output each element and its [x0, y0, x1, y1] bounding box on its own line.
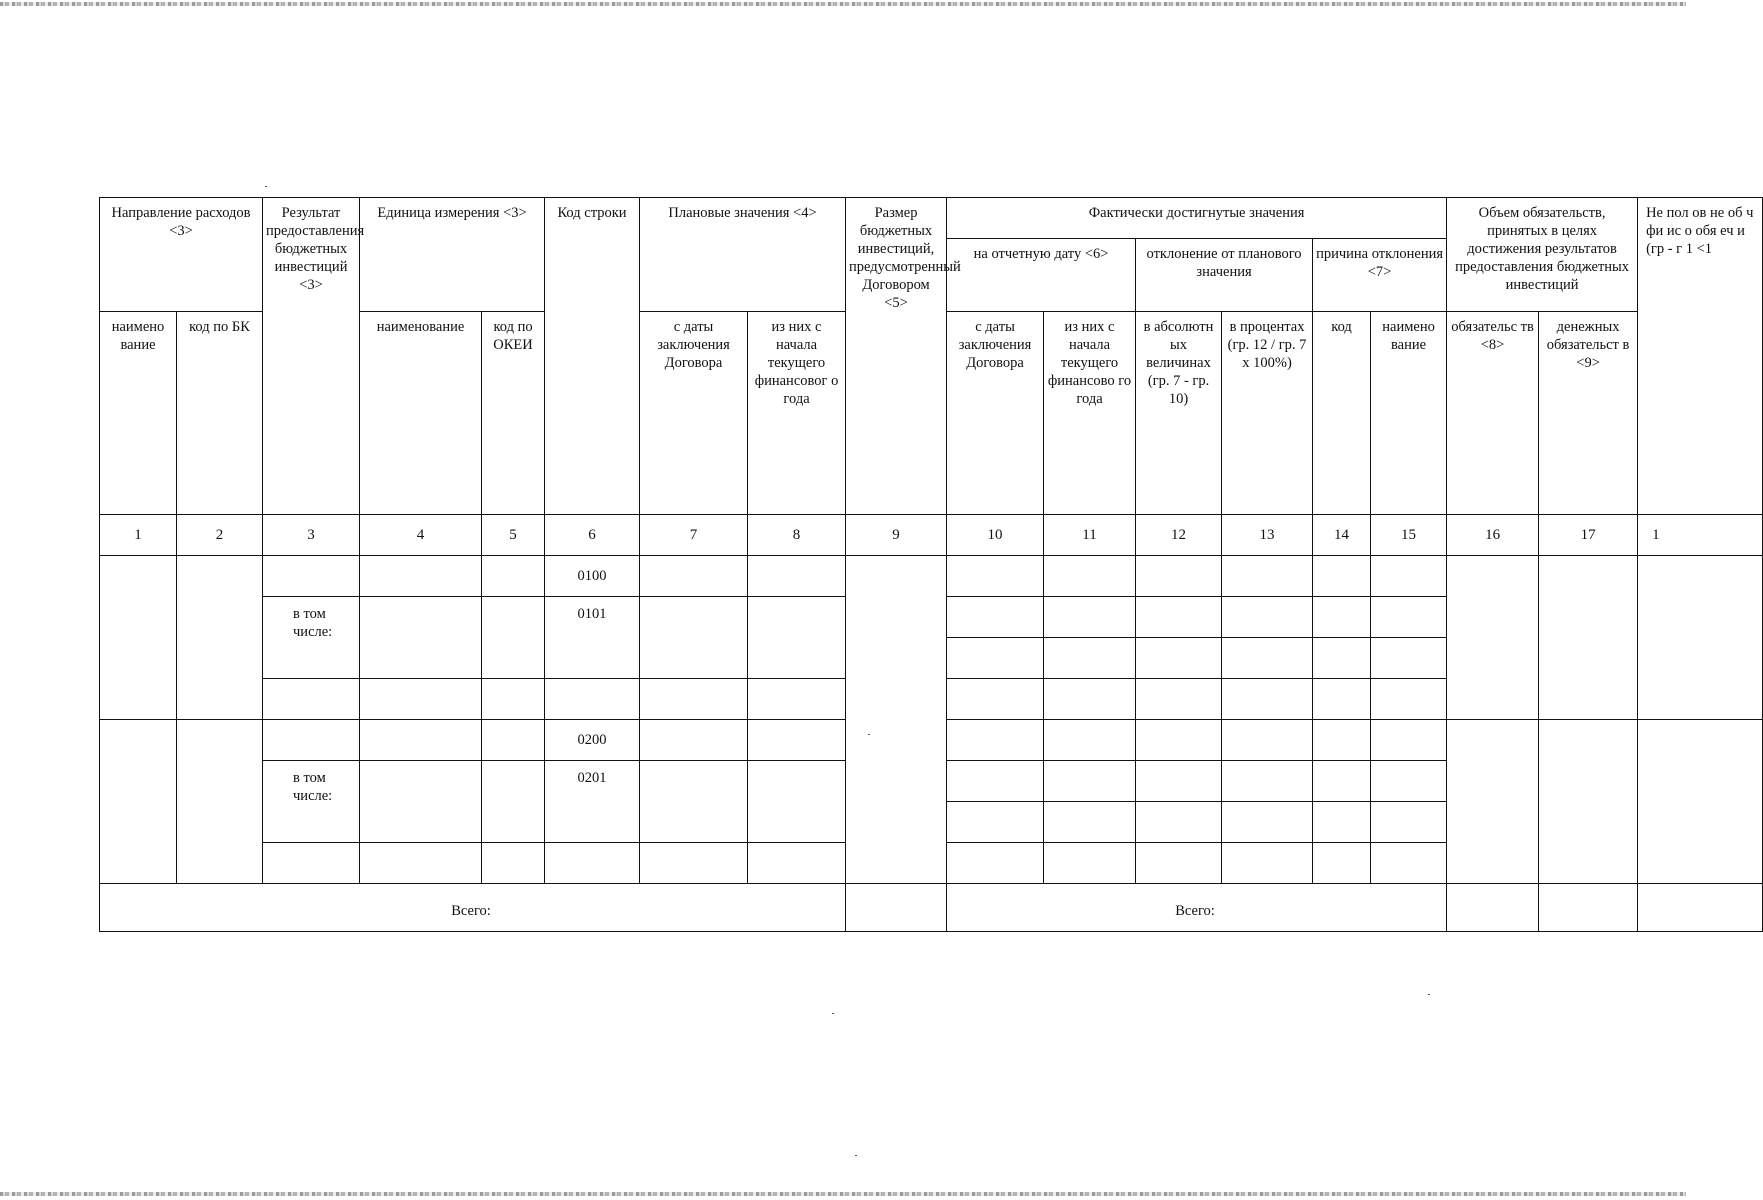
cell-obl-money[interactable] [1539, 556, 1638, 720]
cell-act-from[interactable] [947, 761, 1044, 802]
header-actual: Фактически достигнутые значения [947, 198, 1447, 239]
cell-line-code: 0201 [545, 761, 640, 843]
column-number: 11 [1044, 515, 1136, 556]
cell-act-from[interactable] [947, 802, 1044, 843]
header-deviation: отклонение от планового значения [1136, 239, 1313, 312]
cell-act-from[interactable] [947, 720, 1044, 761]
cell-dev-pct[interactable] [1222, 843, 1313, 884]
header-at-date: на отчетную дату <6> [947, 239, 1136, 312]
column-number: 17 [1539, 515, 1638, 556]
cell-including-label: в том числе: [263, 761, 360, 843]
cell-reason-code[interactable] [1313, 556, 1371, 597]
scan-speck [855, 1155, 857, 1156]
cell-dir-name[interactable] [100, 720, 177, 884]
subheader-unit-name: наименование [360, 312, 482, 515]
subheader-plan-year: из них с начала текущего финансовог о года [748, 312, 846, 515]
cell-dir-name[interactable] [100, 556, 177, 720]
cell-reason-code[interactable] [1313, 761, 1371, 802]
cell-unit-name[interactable] [360, 556, 482, 597]
cell-reason-name[interactable] [1371, 802, 1447, 843]
budget-investment-table [99, 197, 1763, 932]
subheader-dev-pct: в процентах (гр. 12 / гр. 7 x 100%) [1222, 312, 1313, 515]
cell-reason-name[interactable] [1371, 597, 1447, 638]
cell-plan-year[interactable] [748, 843, 846, 884]
cell-reason-code[interactable] [1313, 679, 1371, 720]
cell-unit-code[interactable] [482, 843, 545, 884]
cell-obl-count[interactable] [1447, 556, 1539, 720]
cell-act-year[interactable] [1044, 802, 1136, 843]
cell-dir-code[interactable] [177, 720, 263, 884]
subheader-reason-code: код [1313, 312, 1371, 515]
column-number: 1 [1638, 515, 1763, 556]
subheader-dir-name: наимено вание [100, 312, 177, 515]
cell-line-code[interactable] [545, 843, 640, 884]
cell-unit-name[interactable] [360, 720, 482, 761]
cell-obl-count[interactable] [1447, 720, 1539, 884]
column-number: 5 [482, 515, 545, 556]
column-number: 3 [263, 515, 360, 556]
subheader-obl-money: денежных обязательст в <9> [1539, 312, 1638, 515]
cell-plan-from[interactable] [640, 843, 748, 884]
cell-dev-pct[interactable] [1222, 720, 1313, 761]
cell-unit-code[interactable] [482, 720, 545, 761]
cell-reason-code[interactable] [1313, 843, 1371, 884]
total-obl-money[interactable] [1539, 884, 1638, 932]
subheader-act-year: из них с начала текущего финансово го года [1044, 312, 1136, 515]
column-number: 15 [1371, 515, 1447, 556]
cell-dev-abs[interactable] [1136, 597, 1222, 638]
cell-act-year[interactable] [1044, 720, 1136, 761]
cell-unit-code[interactable] [482, 679, 545, 720]
cell-reason-name[interactable] [1371, 679, 1447, 720]
cell-reason-name[interactable] [1371, 638, 1447, 679]
total-unused[interactable] [1638, 884, 1763, 932]
cell-result[interactable] [263, 679, 360, 720]
cell-result[interactable] [263, 720, 360, 761]
cell-reason-code[interactable] [1313, 720, 1371, 761]
subheader-act-from: с даты заключения Договора [947, 312, 1044, 515]
header-unit: Единица измерения <3> [360, 198, 545, 312]
cell-including-label: в том числе: [263, 597, 360, 679]
cell-unit-name[interactable] [360, 761, 482, 843]
column-number: 2 [177, 515, 263, 556]
cell-dev-pct[interactable] [1222, 556, 1313, 597]
cell-dev-abs[interactable] [1136, 802, 1222, 843]
cell-dev-abs[interactable] [1136, 556, 1222, 597]
subheader-dev-abs: в абсолютн ых величинах (гр. 7 - гр. 10) [1136, 312, 1222, 515]
cell-dev-abs[interactable] [1136, 638, 1222, 679]
cell-unit-name[interactable] [360, 843, 482, 884]
cell-dev-abs[interactable] [1136, 843, 1222, 884]
cell-reason-name[interactable] [1371, 761, 1447, 802]
column-number: 4 [360, 515, 482, 556]
cell-act-from[interactable] [947, 843, 1044, 884]
cell-dev-pct[interactable] [1222, 638, 1313, 679]
cell-contract-size[interactable] [846, 556, 947, 884]
cell-unused[interactable] [1638, 556, 1763, 720]
cell-reason-code[interactable] [1313, 597, 1371, 638]
cell-reason-name[interactable] [1371, 720, 1447, 761]
cell-dev-pct[interactable] [1222, 679, 1313, 720]
cell-plan-year[interactable] [748, 597, 846, 679]
cell-act-from[interactable] [947, 679, 1044, 720]
cell-dev-abs[interactable] [1136, 720, 1222, 761]
subheader-unit-code: код по ОКЕИ [482, 312, 545, 515]
header-result: Результат предоставления бюджетных инвестиций <3> [263, 198, 360, 515]
cell-dev-pct[interactable] [1222, 802, 1313, 843]
cell-dev-abs[interactable] [1136, 761, 1222, 802]
header-planned: Плановые значения <4> [640, 198, 846, 312]
cell-plan-year[interactable] [748, 679, 846, 720]
column-number: 14 [1313, 515, 1371, 556]
cell-act-year[interactable] [1044, 843, 1136, 884]
cell-act-from[interactable] [947, 556, 1044, 597]
cell-line-code: 0100 [545, 556, 640, 597]
cell-act-year[interactable] [1044, 679, 1136, 720]
scan-speck [1428, 994, 1430, 995]
column-number: 10 [947, 515, 1044, 556]
header-unused-cut: Не пол ов не об ч фи ис о обя еч и (гр - г 1 <1 [1638, 198, 1763, 515]
total-obl-count[interactable] [1447, 884, 1539, 932]
header-line-code: Код строки [545, 198, 640, 515]
column-number: 7 [640, 515, 748, 556]
cell-dir-code[interactable] [177, 556, 263, 720]
total-label-left: Всего: [100, 884, 846, 932]
cell-plan-from[interactable] [640, 597, 748, 679]
header-direction: Направление расходов <3> [100, 198, 263, 312]
cell-result[interactable] [263, 843, 360, 884]
column-number: 6 [545, 515, 640, 556]
cell-line-code[interactable] [545, 679, 640, 720]
report-form-table [99, 197, 1754, 919]
cell-dev-pct[interactable] [1222, 597, 1313, 638]
cell-unused[interactable] [1638, 720, 1763, 884]
cell-line-code: 0101 [545, 597, 640, 679]
column-number: 9 [846, 515, 947, 556]
cell-unit-code[interactable] [482, 761, 545, 843]
cell-act-year[interactable] [1044, 556, 1136, 597]
cell-act-year[interactable] [1044, 761, 1136, 802]
cell-plan-year[interactable] [748, 556, 846, 597]
cell-act-year[interactable] [1044, 597, 1136, 638]
column-number: 13 [1222, 515, 1313, 556]
cell-obl-money[interactable] [1539, 720, 1638, 884]
cell-plan-from[interactable] [640, 556, 748, 597]
header-reason: причина отклонения <7> [1313, 239, 1447, 312]
cell-unit-code[interactable] [482, 556, 545, 597]
header-obligations: Объем обязательств, принятых в целях достижения результатов предоставления бюджетных инвестиций [1447, 198, 1638, 312]
cell-reason-code[interactable] [1313, 802, 1371, 843]
cell-dev-pct[interactable] [1222, 761, 1313, 802]
cell-line-code: 0200 [545, 720, 640, 761]
column-number: 12 [1136, 515, 1222, 556]
cell-act-year[interactable] [1044, 638, 1136, 679]
subheader-dir-code: код по БК [177, 312, 263, 515]
cell-plan-year[interactable] [748, 761, 846, 843]
total-label-right: Всего: [947, 884, 1447, 932]
cell-dev-abs[interactable] [1136, 679, 1222, 720]
column-number: 16 [1447, 515, 1539, 556]
cell-unit-code[interactable] [482, 597, 545, 679]
scan-speck [832, 1013, 834, 1014]
cell-reason-name[interactable] [1371, 843, 1447, 884]
cell-plan-from[interactable] [640, 720, 748, 761]
cell-plan-year[interactable] [748, 720, 846, 761]
cell-act-from[interactable] [947, 638, 1044, 679]
scan-bottom-edge [0, 1192, 1686, 1196]
cell-plan-from[interactable] [640, 679, 748, 720]
column-number: 1 [100, 515, 177, 556]
column-number: 8 [748, 515, 846, 556]
subheader-plan-from: с даты заключения Договора [640, 312, 748, 515]
cell-unit-name[interactable] [360, 597, 482, 679]
cell-unit-name[interactable] [360, 679, 482, 720]
cell-act-from[interactable] [947, 597, 1044, 638]
cell-reason-code[interactable] [1313, 638, 1371, 679]
cell-plan-from[interactable] [640, 761, 748, 843]
subheader-obl-count: обязательс тв <8> [1447, 312, 1539, 515]
cell-result[interactable] [263, 556, 360, 597]
subheader-reason-name: наимено вание [1371, 312, 1447, 515]
total-contract-size[interactable] [846, 884, 947, 932]
header-contract-size: Размер бюджетных инвестиций, предусмотренный Договором <5> [846, 198, 947, 515]
scan-top-edge [0, 2, 1686, 6]
scan-speck [265, 186, 267, 187]
cell-reason-name[interactable] [1371, 556, 1447, 597]
